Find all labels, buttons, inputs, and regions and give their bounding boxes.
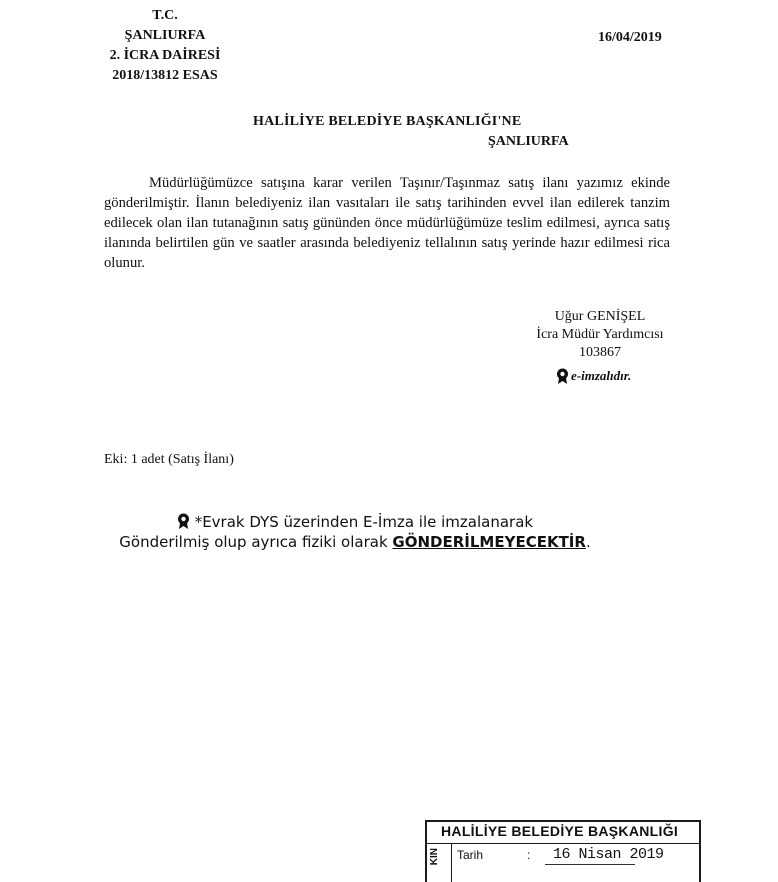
signer-number: 103867	[579, 345, 621, 360]
stamp-title: HALİLİYE BELEDİYE BAŞKANLIĞI	[441, 823, 679, 839]
stamp-date: 16 Nisan 2019	[553, 846, 664, 863]
header-line-city: ŞANLIURFA	[124, 28, 206, 43]
stamp-date-underline	[545, 864, 635, 865]
court-header	[95, 6, 235, 86]
recipient-name: HALİLİYE BELEDİYE BAŞKANLIĞI'NE	[253, 114, 522, 129]
stamp-divider	[427, 843, 699, 844]
notice-line-2	[60, 532, 650, 552]
notice-text-2: Gönderilmiş olup ayrıca fiziki olarak	[119, 533, 393, 551]
notice-period: .	[585, 533, 591, 551]
seal-icon	[556, 368, 569, 384]
e-signature-label: e-imzalıdır.	[571, 368, 632, 383]
seal-icon	[177, 513, 190, 529]
stamp-date-label: Tarih	[457, 848, 484, 862]
stamp-vertical-divider	[451, 843, 452, 882]
attachment-note: Eki: 1 adet (Satış İlanı)	[104, 452, 234, 467]
recipient-city: ŞANLIURFA	[488, 134, 569, 149]
header-line-tc: T.C.	[152, 8, 178, 23]
stamp-side-text: KIN	[429, 848, 440, 866]
header-line-office: 2. İCRA DAİRESİ	[109, 48, 221, 63]
document-date: 16/04/2019	[598, 30, 662, 45]
notice-text-1: *Evrak DYS üzerinden E-İmza ile imzalanarak	[194, 513, 534, 531]
stamp-colon: :	[527, 848, 531, 862]
notice-line-1	[60, 512, 650, 532]
electronic-delivery-notice	[60, 512, 650, 552]
notice-emphasis: GÖNDERİLMEYECEKTİR	[392, 533, 586, 551]
body-paragraph: Müdürlüğümüzce satışına karar verilen Taşınır/Taşınmaz satış ilanı yazımız ekinde gönderilmiştir. İlanın belediyeniz ilan vasıtaları ile satış tarihinden evvel ilan edilerek tanzim edilecek olan ilan tutanağının satış gününden önce müdürlüğümüze teslim edilmesi, ayrıca satış ilanında belirtilen gün ve saatler arasında belediyeniz tellalının satış yerinde hazır edilmesi rica olunur.	[104, 175, 670, 271]
signer-title: İcra Müdür Yardımcısı	[536, 327, 664, 342]
e-signature-note	[556, 368, 631, 384]
signature-block	[505, 308, 695, 362]
received-stamp	[425, 820, 701, 882]
signer-name: Uğur GENİŞEL	[554, 309, 646, 324]
header-line-case-number: 2018/13812 ESAS	[112, 68, 218, 83]
